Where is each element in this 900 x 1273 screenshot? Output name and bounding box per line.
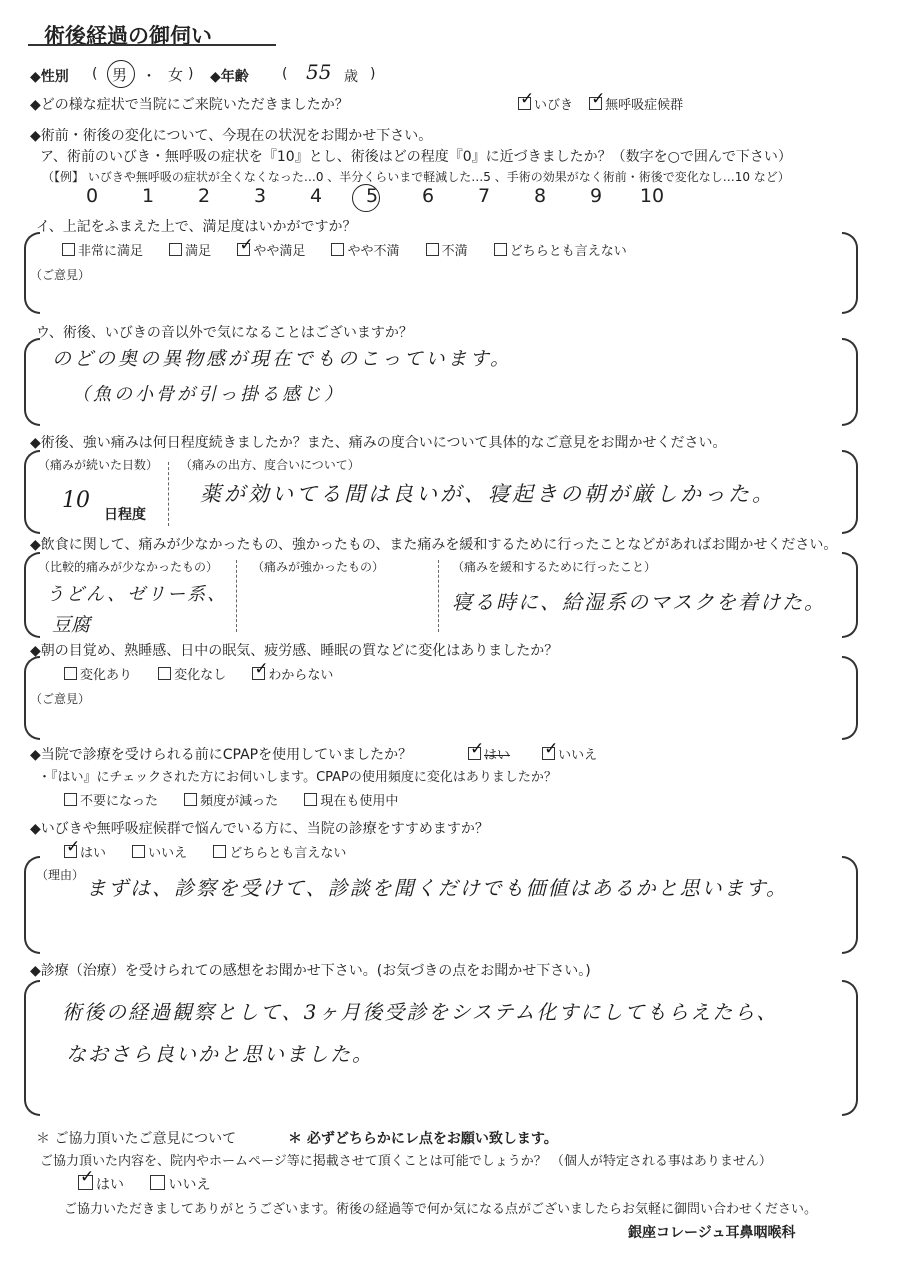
checkbox[interactable] xyxy=(542,739,559,760)
option-label: 満足 xyxy=(185,244,212,259)
bracket-right xyxy=(842,980,858,1116)
cpap-sub-question: ・『はい』にチェックされた方にお伺いします。CPAPの使用頻度に変化はありましたか？ xyxy=(38,770,557,785)
cpap-question: ◆当院で診療を受けられる前にCPAPを使用していましたか？ xyxy=(30,747,413,763)
checkbox[interactable] xyxy=(468,739,485,760)
pain-days-label: （痛みが続いた日数） xyxy=(38,458,159,472)
scale-selected-circle xyxy=(352,184,380,212)
scale-0[interactable]: 0 xyxy=(85,185,99,207)
sex-option-male[interactable]: 男 xyxy=(112,66,128,84)
food-col3-answer[interactable]: 寝る時に、給湿系のマスクを着けた。 xyxy=(452,590,826,614)
option-label: 不要になった xyxy=(80,794,159,809)
bracket-right xyxy=(842,552,858,638)
checkbox[interactable] xyxy=(64,667,77,680)
other-answer-line1[interactable]: のどの奥の異物感が現在でものこっています。 xyxy=(52,348,513,370)
satisfaction-option[interactable] xyxy=(62,244,143,259)
checkbox[interactable] xyxy=(158,667,171,680)
scale-4[interactable]: 4 xyxy=(309,185,323,207)
food-col1-line2[interactable]: 豆腐 xyxy=(52,614,91,636)
check-mark-icon: ✓ xyxy=(470,739,485,759)
symptom-options xyxy=(518,89,684,113)
option-label: はい xyxy=(484,748,511,763)
checkbox[interactable] xyxy=(132,845,145,858)
option-label: はい xyxy=(96,1177,124,1193)
impression-answer-line1[interactable]: 術後の経過観察として、3ヶ月後受診をシステム化すにしてもらえたら、 xyxy=(62,1000,779,1024)
column-divider xyxy=(168,462,169,526)
symptom-option-apnea[interactable] xyxy=(589,89,684,113)
scale-7[interactable]: 7 xyxy=(477,185,491,207)
footer-thanks: ご協力いただきましてありがとうございます。術後の経過等で何か気になる点がございましたらお気軽に御問い合わせください。 xyxy=(64,1202,817,1217)
checkbox[interactable] xyxy=(494,243,507,256)
satisfaction-option[interactable] xyxy=(426,244,468,259)
food-col2-label: （痛みが強かったもの） xyxy=(252,560,385,574)
option-label: 非常に満足 xyxy=(78,244,144,259)
sleep-question: ◆朝の目覚め、熟睡感、日中の眠気、疲労感、睡眠の質などに変化はありましたか？ xyxy=(30,643,559,659)
cpap-option-no[interactable] xyxy=(542,739,598,763)
food-col1-label: （比較的痛みが少なかったもの） xyxy=(38,560,219,574)
sleep-option[interactable] xyxy=(64,668,132,683)
checkbox[interactable] xyxy=(331,243,344,256)
pain-degree-answer[interactable]: 薬が効いてる間は良いが、寝起きの朝が厳しかった。 xyxy=(200,482,776,506)
checkbox[interactable] xyxy=(64,793,77,806)
recommend-reason-answer[interactable]: まずは、診察を受けて、診談を聞くだけでも価値はあるかと思います。 xyxy=(86,876,788,900)
scale-10[interactable]: 10 xyxy=(639,185,665,207)
satisfaction-question: イ、上記をふまえた上で、満足度はいかがですか？ xyxy=(36,219,357,235)
satisfaction-comment-label: （ご意見） xyxy=(30,268,91,282)
page-title: 術後経過の御伺い xyxy=(44,24,212,48)
scale-8[interactable]: 8 xyxy=(533,185,547,207)
recommend-options xyxy=(64,837,347,861)
recommend-option[interactable] xyxy=(213,846,346,861)
option-label: いいえ xyxy=(558,748,598,763)
food-col1-line1[interactable]: うどん、ゼリー系、 xyxy=(46,584,228,605)
cpap-sub-option[interactable] xyxy=(304,794,398,809)
checkbox[interactable] xyxy=(589,89,606,110)
other-answer-line2[interactable]: （魚の小骨が引っ掛る感じ） xyxy=(72,384,345,405)
bracket-right xyxy=(842,450,858,534)
footer-options xyxy=(78,1167,211,1194)
option-label: やや満足 xyxy=(253,244,306,259)
bracket-right xyxy=(842,232,858,314)
impression-question: ◆診療（治療）を受けられての感想をお聞かせ下さい。(お気づきの点をお聞かせ下さい。) xyxy=(30,963,591,979)
bracket-left xyxy=(24,980,40,1116)
bracket-right xyxy=(842,338,858,426)
check-mark-icon: ✓ xyxy=(66,837,81,857)
option-label: 無呼吸症候群 xyxy=(605,98,684,113)
cpap-sub-options xyxy=(64,790,398,809)
other-question: ウ、術後、いびきの音以外で気になることはございますか？ xyxy=(36,325,413,341)
check-mark-icon: ✓ xyxy=(544,739,559,759)
column-divider xyxy=(236,560,237,632)
footer-notice-a: ＊ ご協力頂いたご意見について xyxy=(36,1131,237,1147)
pain-degree-label: （痛みの出方、度合いについて） xyxy=(180,458,360,472)
recommend-option-checked[interactable] xyxy=(64,837,107,861)
age-value[interactable]: 55 xyxy=(306,60,332,84)
checkbox[interactable] xyxy=(252,659,269,680)
symptom-question: ◆どの様な症状で当院にご来院いただきましたか？ xyxy=(30,97,349,113)
scale-1[interactable]: 1 xyxy=(141,185,155,207)
sleep-option[interactable] xyxy=(158,668,226,683)
checkbox[interactable] xyxy=(518,89,535,110)
checkbox[interactable] xyxy=(426,243,439,256)
publish-option-yes[interactable] xyxy=(78,1167,124,1193)
check-mark-icon: ✓ xyxy=(520,89,535,109)
recommend-reason-label: （理由） xyxy=(36,868,85,882)
checkbox[interactable] xyxy=(150,1175,165,1190)
satisfaction-option[interactable] xyxy=(169,244,211,259)
age-paren-open: ( xyxy=(282,66,288,82)
column-divider xyxy=(438,560,439,632)
food-col3-label: （痛みを緩和するために行ったこと） xyxy=(452,560,657,574)
pain-question: ◆術後、強い痛みは何日程度続きましたか？また、痛みの度合いについて具体的なご意見をお聞かせください。 xyxy=(30,435,727,451)
sex-paren-open: ( xyxy=(92,66,98,82)
publish-option-no[interactable] xyxy=(150,1177,210,1193)
sleep-option-checked[interactable] xyxy=(252,659,334,683)
bracket-right xyxy=(842,856,858,954)
cpap-sub-option[interactable] xyxy=(184,794,278,809)
option-label: 不満 xyxy=(441,244,468,259)
title-underline xyxy=(28,44,276,46)
bracket-left xyxy=(24,338,40,426)
food-question: ◆飲食に関して、痛みが少なかったもの、強かったもの、また痛みを緩和するために行ったことなどがあればお聞かせください。 xyxy=(30,537,838,553)
sex-option-female[interactable]: 女 xyxy=(168,66,184,84)
change-header: ◆術前・術後の変化について、今現在の状況をお聞かせ下さい。 xyxy=(30,128,433,144)
cpap-sub-option[interactable] xyxy=(64,794,158,809)
satisfaction-option[interactable] xyxy=(331,244,399,259)
sleep-options xyxy=(64,659,334,683)
option-label: 頻度が減った xyxy=(200,794,279,809)
age-unit: 歳 xyxy=(344,69,358,85)
option-label: 変化あり xyxy=(80,668,133,683)
scale-3[interactable]: 3 xyxy=(253,185,267,207)
check-mark-icon: ✓ xyxy=(254,659,269,679)
recommend-question: ◆いびきや無呼吸症候群で悩んでいる方に、当院の診療をすすめますか？ xyxy=(30,821,489,837)
pain-days-unit: 日程度 xyxy=(104,507,146,523)
satisfaction-option-checked[interactable] xyxy=(237,235,306,259)
bracket-right xyxy=(842,656,858,740)
cpap-option-yes[interactable] xyxy=(468,739,511,763)
check-mark-icon: ✓ xyxy=(591,89,606,109)
change-question-a: ア、術前のいびき・無呼吸の症状を『10』とし、術後はどの程度『0』に近づきましたか？（数字を○で囲んで下さい） xyxy=(40,149,792,165)
sleep-comment-label: （ご意見） xyxy=(30,692,91,706)
scale-6[interactable]: 6 xyxy=(421,185,435,207)
satisfaction-options xyxy=(62,235,627,259)
checkbox[interactable] xyxy=(237,235,254,256)
impression-answer-line2[interactable]: なおさら良いかと思いました。 xyxy=(66,1042,374,1066)
option-label: いいえ xyxy=(168,1177,211,1193)
checkbox[interactable] xyxy=(169,243,182,256)
recommend-option[interactable] xyxy=(132,846,187,861)
checkbox[interactable] xyxy=(304,793,317,806)
cpap-options xyxy=(468,739,598,763)
option-label: やや不満 xyxy=(347,244,400,259)
age-label: ◆年齢 xyxy=(210,69,249,85)
sex-label: ◆性別 xyxy=(30,69,69,85)
option-label: いいえ xyxy=(148,846,188,861)
option-label: いびき xyxy=(534,98,574,113)
clinic-name: 銀座コレージュ耳鼻咽喉科 xyxy=(628,1225,796,1241)
scale-5[interactable]: 5 xyxy=(365,185,379,207)
checkbox[interactable] xyxy=(64,837,81,858)
scale-2[interactable]: 2 xyxy=(197,185,211,207)
option-label: どちらとも言えない xyxy=(509,244,627,259)
footer-notice-b: ＊ 必ずどちらかにレ点をお願い致します。 xyxy=(288,1131,558,1147)
age-paren-close: ) xyxy=(370,66,376,82)
symptom-option-snoring[interactable] xyxy=(518,89,574,113)
sex-paren-close: ) xyxy=(188,66,194,82)
scale-9[interactable]: 9 xyxy=(589,185,603,207)
checkbox[interactable] xyxy=(213,845,226,858)
sex-dot: ・ xyxy=(142,69,156,85)
pain-days-value[interactable]: 10 xyxy=(62,488,90,513)
option-label: 現在も使用中 xyxy=(320,794,399,809)
check-mark-icon: ✓ xyxy=(239,235,254,255)
option-label: わからない xyxy=(268,668,334,683)
option-label: 変化なし xyxy=(174,668,227,683)
check-mark-icon: ✓ xyxy=(80,1167,95,1187)
change-example: （【例】 いびきや無呼吸の症状が全くなくなった…0 、半分くらいまで軽減した…5 、手術の効果がなく術前・術後で変化なし…10 など） xyxy=(42,170,790,184)
option-label: はい xyxy=(80,846,107,861)
footer-question: ご協力頂いた内容を、院内やホームページ等に掲載させて頂くことは可能でしょうか？ （個人が特定される事はありません） xyxy=(40,1154,772,1169)
option-label: どちらとも言えない xyxy=(229,846,347,861)
checkbox[interactable] xyxy=(78,1167,95,1190)
checkbox[interactable] xyxy=(62,243,75,256)
satisfaction-option[interactable] xyxy=(494,244,627,259)
checkbox[interactable] xyxy=(184,793,197,806)
